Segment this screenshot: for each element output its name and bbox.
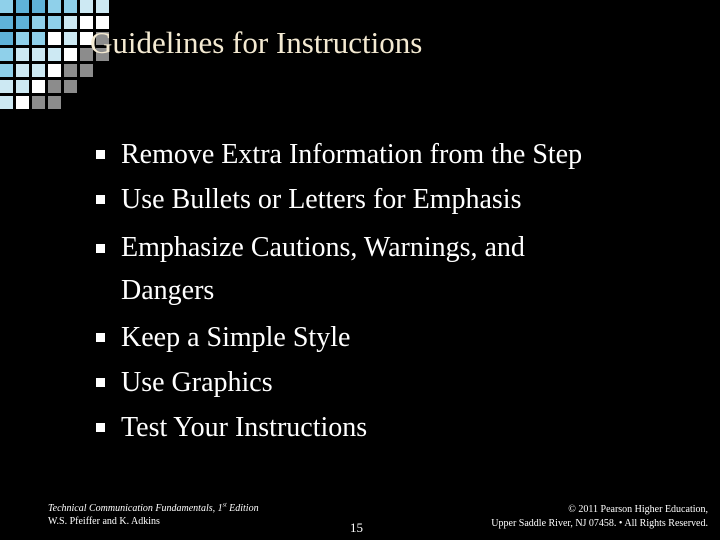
- footer-citation: [48, 502, 259, 528]
- tile-square: [48, 16, 61, 29]
- square-bullet-icon: [96, 378, 105, 387]
- square-bullet-icon: [96, 244, 105, 253]
- tile-square: [32, 16, 45, 29]
- tile-square: [0, 64, 13, 77]
- bullet-text: Remove Extra Information from the Step: [121, 139, 583, 170]
- footer-copyright-line1: © 2011 Pearson Higher Education,: [568, 504, 708, 515]
- footer-book-line: [48, 502, 259, 515]
- tile-square: [48, 96, 61, 109]
- tile-square: [48, 80, 61, 93]
- bullet-text: Use Bullets or Letters for Emphasis: [121, 184, 522, 215]
- footer-book-title: Technical Communication Fundamentals, 1: [48, 503, 223, 514]
- tile-square: [32, 80, 45, 93]
- tile-square: [16, 48, 29, 61]
- bullet-item: [96, 315, 696, 360]
- tile-square: [0, 96, 13, 109]
- tile-square: [48, 32, 61, 45]
- tile-square: [64, 48, 77, 61]
- tile-square: [64, 0, 77, 13]
- bullet-item: [96, 360, 696, 405]
- tile-square: [32, 48, 45, 61]
- tile-square: [0, 32, 13, 45]
- tile-square: [64, 16, 77, 29]
- square-bullet-icon: [96, 333, 105, 342]
- bullet-text: Keep a Simple Style: [121, 321, 351, 353]
- tile-square: [16, 64, 29, 77]
- tile-square: [64, 80, 77, 93]
- tile-square: [64, 64, 77, 77]
- tile-square: [0, 48, 13, 61]
- tile-square: [32, 64, 45, 77]
- bullet-text: Test Your Instructions: [121, 411, 368, 443]
- tile-square: [32, 96, 45, 109]
- square-bullet-icon: [96, 423, 105, 432]
- tile-square: [0, 0, 13, 13]
- tile-square: [0, 16, 13, 29]
- footer-edition-suffix: Edition: [226, 503, 259, 514]
- tile-square: [48, 64, 61, 77]
- bullet-list: [96, 132, 696, 450]
- bullet-item: [96, 405, 696, 450]
- tile-square: [16, 96, 29, 109]
- tile-square: [16, 32, 29, 45]
- tile-square: [48, 0, 61, 13]
- bullet-text: Use Graphics: [121, 366, 273, 398]
- footer-authors: W.S. Pfeiffer and K. Adkins: [48, 516, 160, 527]
- slide-title: Guidelines for Instructions: [90, 25, 423, 60]
- tile-square: [96, 0, 109, 13]
- tile-square: [0, 80, 13, 93]
- bullet-item: [96, 177, 696, 222]
- square-bullet-icon: [96, 195, 105, 204]
- bullet-item: [96, 222, 696, 315]
- tile-square: [80, 0, 93, 13]
- tile-square: [48, 48, 61, 61]
- square-bullet-icon: [96, 150, 105, 159]
- footer-edition-superscript: st: [222, 502, 227, 509]
- tile-square: [80, 64, 93, 77]
- tile-square: [16, 16, 29, 29]
- tile-square: [64, 32, 77, 45]
- page-number: 15: [350, 520, 363, 535]
- footer-copyright: [408, 503, 708, 531]
- tile-square: [16, 0, 29, 13]
- tile-square: [32, 0, 45, 13]
- bullet-item: [96, 132, 696, 177]
- tile-square: [16, 80, 29, 93]
- bullet-text: Emphasize Cautions, Warnings, and Dangers: [121, 232, 525, 307]
- footer-copyright-line2: Upper Saddle River, NJ 07458. • All Rights Reserved.: [491, 518, 708, 529]
- tile-square: [32, 32, 45, 45]
